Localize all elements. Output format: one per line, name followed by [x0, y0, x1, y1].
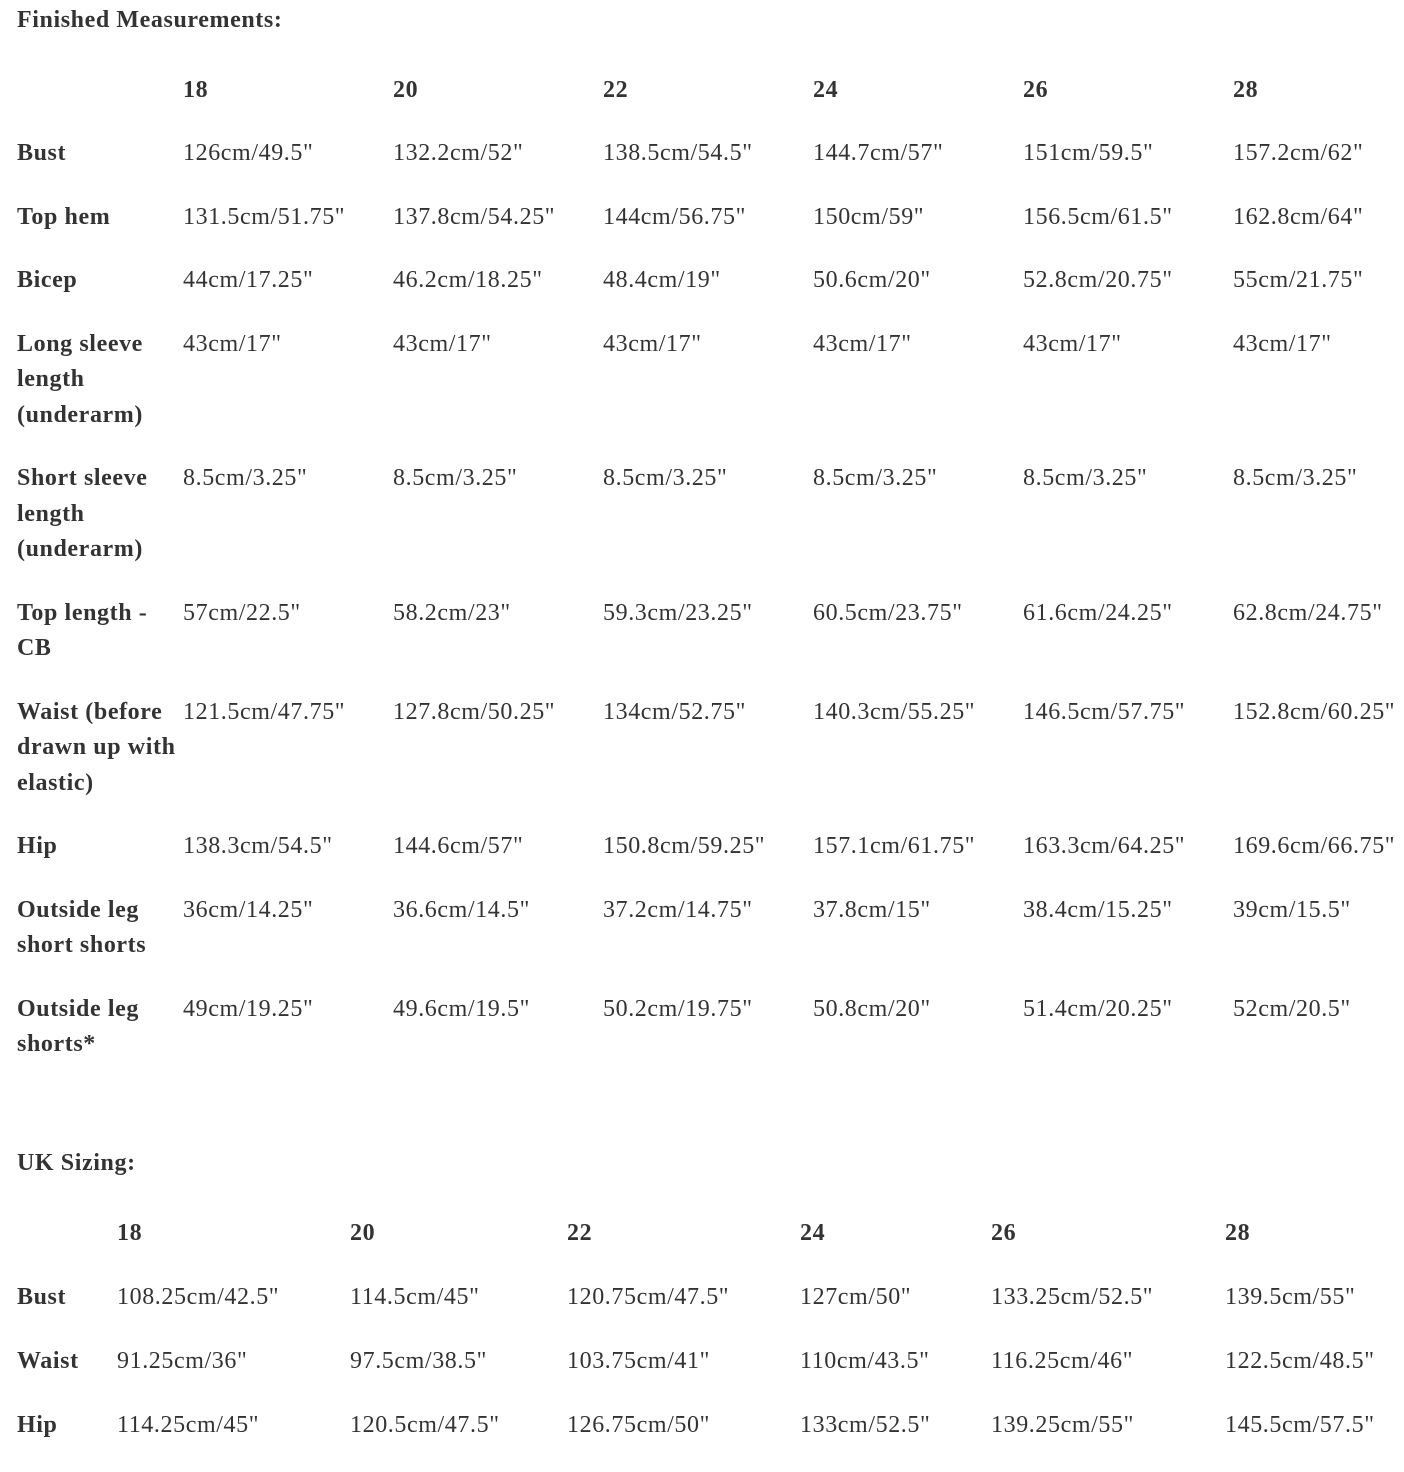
size-header-row: [17, 73, 1404, 136]
row-label: Bust: [17, 140, 67, 166]
measurement-cell: 126cm/49.5": [183, 140, 314, 166]
measurement-cell: 120.75cm/47.5": [567, 1284, 730, 1310]
measurement-cell: 150cm/59": [813, 203, 925, 230]
measurement-cell: 48.4cm/19": [603, 267, 721, 293]
measurement-cell: 97.5cm/38.5": [350, 1348, 487, 1374]
measurement-cell: 139.25cm/55": [991, 1412, 1134, 1438]
measurement-cell: 137.8cm/54.25": [393, 203, 556, 230]
finished-measurements-table: [17, 73, 1404, 1091]
row-label: Hip: [17, 833, 58, 859]
table-row: [17, 1280, 1404, 1344]
measurement-cell: 133.25cm/52.5": [991, 1284, 1154, 1310]
size-header-row: [17, 1216, 1404, 1280]
size-header: 24: [800, 1220, 826, 1246]
uk-sizing-table: [17, 1216, 1404, 1472]
measurement-cell: 43cm/17": [813, 330, 912, 357]
size-header: 22: [603, 77, 629, 103]
measurement-cell: 43cm/17": [603, 330, 702, 357]
measurement-cell: 55cm/21.75": [1233, 267, 1364, 293]
measurement-cell: 61.6cm/24.25": [1023, 599, 1173, 626]
measurement-cell: 163.3cm/64.25": [1023, 833, 1186, 859]
measurement-cell: 36cm/14.25": [183, 896, 314, 923]
measurement-cell: 36.6cm/14.5": [393, 896, 530, 923]
measurement-cell: 139.5cm/55": [1225, 1284, 1356, 1310]
row-label: Bust: [17, 1284, 67, 1310]
size-header: 24: [813, 77, 839, 103]
measurement-cell: 132.2cm/52": [393, 140, 524, 166]
table-row: [17, 1408, 1404, 1472]
measurement-cell: 8.5cm/3.25": [393, 465, 518, 491]
measurement-cell: 8.5cm/3.25": [603, 465, 728, 491]
measurement-cell: 146.5cm/57.75": [1023, 698, 1186, 725]
row-label: Waist (before drawn up with elastic): [17, 698, 176, 796]
measurement-cell: 134cm/52.75": [603, 698, 746, 725]
measurement-cell: 127.8cm/50.25": [393, 698, 556, 725]
measurement-cell: 43cm/17": [1233, 330, 1332, 357]
measurement-cell: 50.2cm/19.75": [603, 995, 753, 1022]
row-label: Hip: [17, 1412, 58, 1438]
measurement-cell: 60.5cm/23.75": [813, 599, 963, 626]
uk-sizing-heading: UK Sizing:: [17, 1150, 136, 1176]
table-row: [17, 992, 1404, 1091]
size-header: 26: [991, 1220, 1017, 1246]
table-row: [17, 136, 1404, 200]
measurement-cell: 8.5cm/3.25": [1233, 465, 1358, 491]
measurement-cell: 131.5cm/51.75": [183, 203, 346, 230]
table-row: [17, 263, 1404, 327]
measurement-cell: 138.3cm/54.5": [183, 833, 333, 859]
measurement-cell: 138.5cm/54.5": [603, 140, 753, 166]
row-label: Bicep: [17, 267, 78, 293]
table-row: [17, 461, 1404, 596]
measurement-cell: 43cm/17": [1023, 330, 1122, 357]
table-row: [17, 200, 1404, 264]
measurement-cell: 108.25cm/42.5": [117, 1284, 280, 1310]
measurement-cell: 44cm/17.25": [183, 267, 314, 293]
size-header: 18: [183, 77, 209, 103]
measurement-cell: 8.5cm/3.25": [183, 465, 308, 491]
size-header: 26: [1023, 77, 1049, 103]
table-row: [17, 829, 1404, 893]
measurement-cell: 156.5cm/61.5": [1023, 203, 1173, 230]
measurement-cell: 43cm/17": [183, 330, 282, 357]
measurement-cell: 144.7cm/57": [813, 140, 944, 166]
measurement-cell: 144cm/56.75": [603, 203, 746, 230]
measurement-cell: 8.5cm/3.25": [1023, 465, 1148, 491]
measurement-cell: 114.25cm/45": [117, 1412, 260, 1438]
measurement-cell: 49cm/19.25": [183, 995, 314, 1022]
row-label: Waist: [17, 1348, 79, 1374]
measurement-cell: 37.8cm/15": [813, 896, 931, 923]
row-label: Outside leg shorts*: [17, 995, 139, 1057]
measurement-cell: 121.5cm/47.75": [183, 698, 346, 725]
size-header: 22: [567, 1220, 593, 1246]
table-row: [17, 596, 1404, 695]
measurement-cell: 151cm/59.5": [1023, 140, 1154, 166]
measurement-cell: 169.6cm/66.75": [1233, 833, 1396, 859]
measurement-cell: 49.6cm/19.5": [393, 995, 530, 1022]
measurement-cell: 122.5cm/48.5": [1225, 1348, 1375, 1374]
measurement-cell: 50.6cm/20": [813, 267, 931, 293]
measurement-cell: 133cm/52.5": [800, 1412, 931, 1438]
measurement-cell: 150.8cm/59.25": [603, 833, 766, 859]
measurement-cell: 144.6cm/57": [393, 833, 524, 859]
measurement-cell: 37.2cm/14.75": [603, 896, 753, 923]
measurement-cell: 38.4cm/15.25": [1023, 896, 1173, 923]
measurement-cell: 59.3cm/23.25": [603, 599, 753, 626]
measurement-cell: 157.1cm/61.75": [813, 833, 976, 859]
measurement-cell: 62.8cm/24.75": [1233, 599, 1383, 626]
measurement-cell: 91.25cm/36": [117, 1348, 248, 1374]
row-label: Top hem: [17, 203, 111, 230]
measurement-cell: 46.2cm/18.25": [393, 267, 543, 293]
finished-measurements-heading: Finished Measurements:: [17, 7, 283, 33]
table-row: [17, 893, 1404, 992]
measurement-cell: 51.4cm/20.25": [1023, 995, 1173, 1022]
size-header: 28: [1233, 77, 1259, 103]
measurement-cell: 120.5cm/47.5": [350, 1412, 500, 1438]
measurement-cell: 8.5cm/3.25": [813, 465, 938, 491]
measurement-cell: 110cm/43.5": [800, 1348, 930, 1374]
corner-cell: [17, 73, 183, 136]
measurement-cell: 39cm/15.5": [1233, 896, 1351, 923]
measurement-cell: 127cm/50": [800, 1284, 912, 1310]
measurement-cell: 103.75cm/41": [567, 1348, 710, 1374]
measurement-cell: 162.8cm/64": [1233, 203, 1364, 230]
size-header: 28: [1225, 1220, 1251, 1246]
measurement-cell: 57cm/22.5": [183, 599, 301, 626]
size-header: 20: [350, 1220, 376, 1246]
size-header: 18: [117, 1220, 143, 1246]
table-row: [17, 695, 1404, 830]
table-row: [17, 1344, 1404, 1408]
measurement-cell: 50.8cm/20": [813, 995, 931, 1022]
corner-cell: [17, 1216, 117, 1280]
measurement-cell: 152.8cm/60.25": [1233, 698, 1396, 725]
measurement-cell: 145.5cm/57.5": [1225, 1412, 1375, 1438]
measurement-cell: 140.3cm/55.25": [813, 698, 976, 725]
measurement-cell: 114.5cm/45": [350, 1284, 480, 1310]
measurement-cell: 126.75cm/50": [567, 1412, 710, 1438]
measurement-cell: 116.25cm/46": [991, 1348, 1134, 1374]
row-label: Outside leg short shorts: [17, 896, 147, 958]
measurement-cell: 157.2cm/62": [1233, 140, 1364, 166]
row-label: Top length - CB: [17, 599, 148, 661]
measurement-cell: 52cm/20.5": [1233, 995, 1351, 1022]
size-header: 20: [393, 77, 419, 103]
row-label: Long sleeve length (underarm): [17, 330, 143, 428]
measurement-cell: 52.8cm/20.75": [1023, 267, 1173, 293]
measurement-cell: 43cm/17": [393, 330, 492, 357]
table-row: [17, 327, 1404, 462]
row-label: Short sleeve length (underarm): [17, 465, 148, 562]
measurement-cell: 58.2cm/23": [393, 599, 511, 626]
